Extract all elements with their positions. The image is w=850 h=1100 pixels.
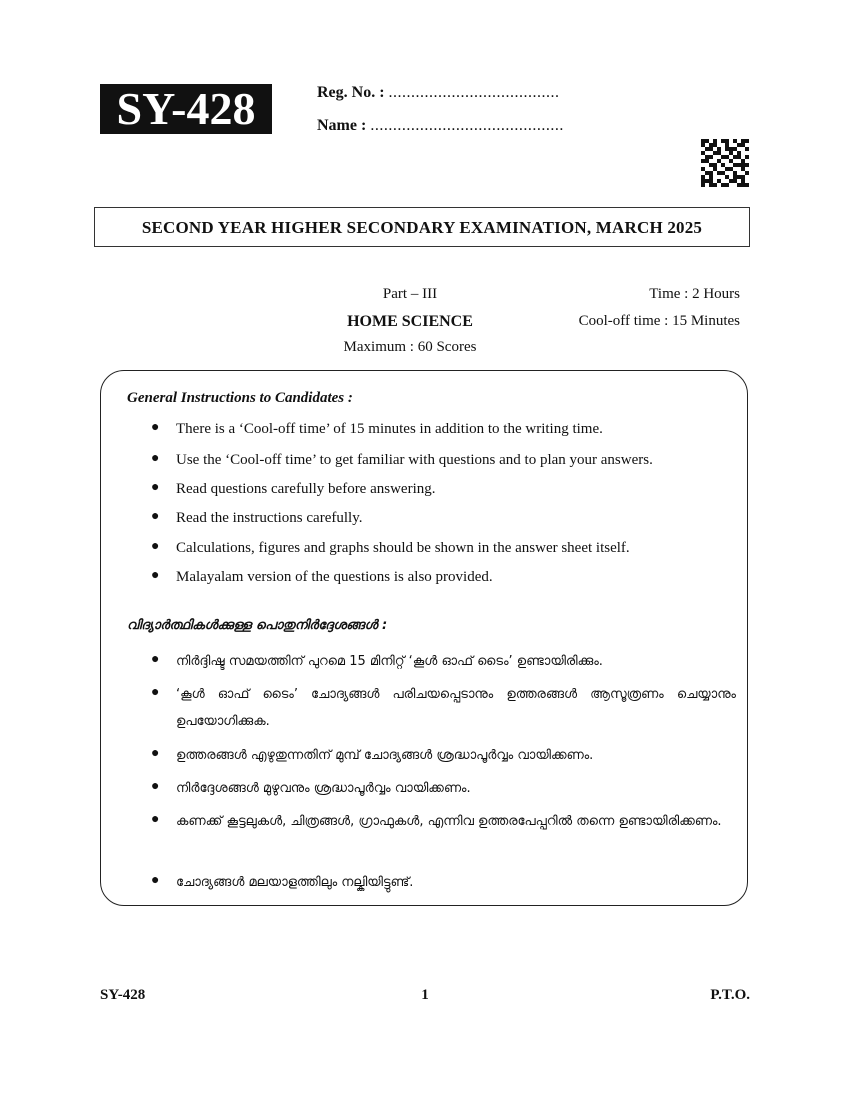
- qr-code-icon: [701, 139, 749, 187]
- name-line: [317, 117, 564, 135]
- bullet-icon: ●: [151, 685, 160, 700]
- bullet-icon: ●: [151, 746, 160, 761]
- instructions-box: General Instructions to Candidates : ● There is a ‘Cool-off time’ of 15 minutes in addition to the writing time. ● Use the ‘Cool-off time’ to get familiar with questions and to plan your answers. ● Read questions carefully before answering. ● Read the instructions carefully. ● Calculations, figures and graphs should be shown in the answer sheet itself. ● Malayalam version of the questions is also provided. വിദ്യാർത്ഥികൾക്കുള്ള പൊതുനിർദ്ദേശങ്ങൾ : ● നിർദ്ദിഷ്ട സമയത്തിന് പുറമെ 15 മിനിറ്റ് ‘കൂൾ ഓഫ് ടൈം’ ഉണ്ടായിരിക്കും. ● ‘കൂൾ ഓഫ് ടൈം’ ചോദ്യങ്ങൾ പരിചയപ്പെടാനും ഉത്തരങ്ങൾ ആസൂത്രണം ചെയ്യാനും ഉപയോഗിക്കുക. ● ഉത്തരങ്ങൾ എഴുതുന്നതിന് മുമ്പ് ചോദ്യങ്ങൾ ശ്രദ്ധാപൂർവ്വം വായിക്കണം. ● നിർദ്ദേശങ്ങൾ മുഴുവനും ശ്രദ്ധാപൂർവ്വം വായിക്കണം. ● കണക്ക് കൂട്ടലുകൾ, ചിത്രങ്ങൾ, ഗ്രാഫുകൾ, എന്നിവ ഉത്തരപേപ്പറിൽ തന്നെ ഉണ്ടായിരിക്കണം. ● ചോദ്യങ്ങൾ മലയാളത്തിലും നല്കിയിട്ടുണ്ട്.: [100, 370, 748, 906]
- time-limit: Time : 2 Hours: [649, 286, 740, 302]
- page-number: 1: [421, 987, 429, 1003]
- maximum-scores: Maximum : 60 Scores: [343, 339, 477, 355]
- cool-off-time: Cool-off time : 15 Minutes: [578, 313, 740, 329]
- reg-no-label: Reg. No. :: [317, 84, 385, 101]
- bullet-icon: ●: [151, 568, 160, 583]
- exam-title: SECOND YEAR HIGHER SECONDARY EXAMINATION, MARCH 2025: [94, 207, 750, 247]
- bullet-icon: ●: [151, 451, 160, 466]
- bullet-icon: ●: [151, 812, 160, 827]
- bullet-icon: ●: [151, 539, 160, 554]
- bullet-icon: ●: [151, 480, 160, 495]
- malayalam-instructions-heading: വിദ്യാർത്ഥികൾക്കുള്ള പൊതുനിർദ്ദേശങ്ങൾ :: [127, 618, 388, 633]
- reg-no-line: [317, 84, 560, 102]
- name-field: ...........................................: [370, 117, 564, 134]
- footer-paper-code: SY-428: [100, 987, 146, 1003]
- pto-label: P.T.O.: [710, 987, 750, 1003]
- english-instructions-heading: General Instructions to Candidates :: [127, 390, 353, 406]
- reg-no-field: ......................................: [388, 84, 560, 101]
- part-label: Part – III: [382, 286, 438, 302]
- bullet-icon: ●: [151, 873, 160, 888]
- paper-code: SY-428: [100, 84, 272, 134]
- bullet-icon: ●: [151, 652, 160, 667]
- subject-title: HOME SCIENCE: [347, 313, 473, 330]
- bullet-icon: ●: [151, 509, 160, 524]
- name-label: Name :: [317, 117, 367, 134]
- bullet-icon: ●: [151, 779, 160, 794]
- bullet-icon: ●: [151, 420, 160, 435]
